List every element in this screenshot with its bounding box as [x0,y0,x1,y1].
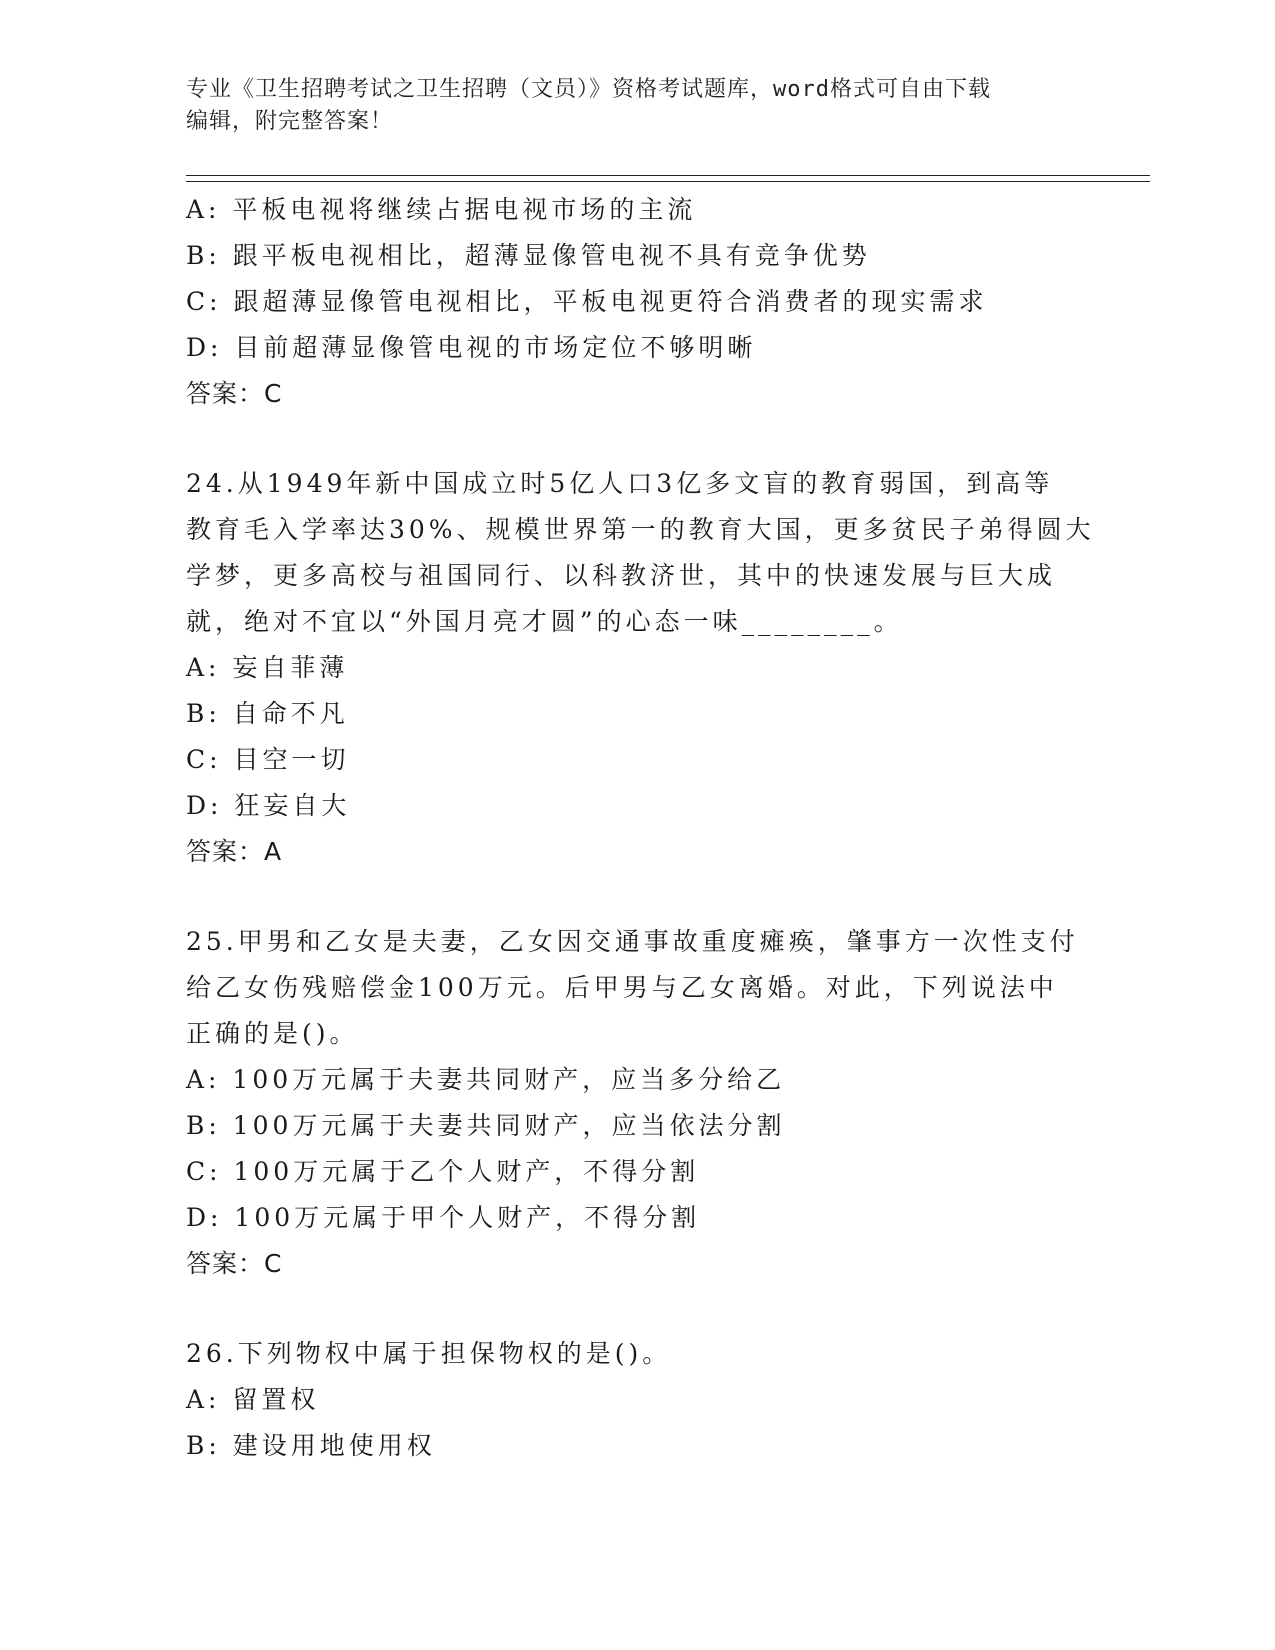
answer: 答案：C [186,379,283,408]
question-stem-line: 学梦，更多高校与祖国同行、以科教济世，其中的快速发展与巨大成 [186,561,1057,590]
option-b: B: 建设用地使用权 [186,1431,436,1460]
answer: 答案：C [186,1249,283,1278]
option-d: D: 目前超薄显像管电视的市场定位不够明晰 [186,333,757,362]
question-stem-line: 24.从1949年新中国成立时5亿人口3亿多文盲的教育弱国，到高等 [186,469,1054,498]
question-24 [186,461,1095,875]
option-d: D: 100万元属于甲个人财产，不得分割 [186,1203,701,1232]
option-a: A: 平板电视将继续占据电视市场的主流 [186,195,697,224]
option-b: B: 100万元属于夫妻共同财产，应当依法分割 [186,1111,786,1140]
question-26 [186,1331,1086,1469]
question-stem-line: 教育毛入学率达30%、规模世界第一的教育大国，更多贫民子弟得圆大 [186,515,1095,544]
question-stem-line: 正确的是()。 [186,1019,359,1048]
question-25 [186,919,1086,1287]
header-line-2: 编辑，附完整答案！ [186,109,394,134]
option-d: D: 狂妄自大 [186,791,351,820]
question-stem-line: 给乙女伤残赔偿金100万元。后甲男与乙女离婚。对此，下列说法中 [186,973,1058,1002]
option-c: C: 100万元属于乙个人财产，不得分割 [186,1157,700,1186]
option-a: A: 妄自菲薄 [186,653,349,682]
header-divider-bottom [186,181,1150,182]
question-stem-line: 25.甲男和乙女是夫妻，乙女因交通事故重度瘫痪，肇事方一次性支付 [186,927,1079,956]
option-c: C: 目空一切 [186,745,350,774]
option-b: B: 跟平板电视相比，超薄显像管电视不具有竞争优势 [186,241,871,270]
option-a: A: 留置权 [186,1385,320,1414]
header-divider-top [186,175,1150,176]
option-c: C: 跟超薄显像管电视相比，平板电视更符合消费者的现实需求 [186,287,988,316]
question-stem-line: 就，绝对不宜以“外国月亮才圆”的心态一味________。 [186,607,903,636]
question-stem-line: 26.下列物权中属于担保物权的是()。 [186,1339,672,1368]
option-a: A: 100万元属于夫妻共同财产，应当多分给乙 [186,1065,786,1094]
document-header [186,74,1086,138]
header-line-1: 专业《卫生招聘考试之卫生招聘（文员）》资格考试题库，word格式可自由下载 [186,77,991,102]
answer: 答案：A [186,837,283,866]
question-23-continued [186,187,1086,417]
question-list [186,187,1095,1469]
option-b: B: 自命不凡 [186,699,349,728]
